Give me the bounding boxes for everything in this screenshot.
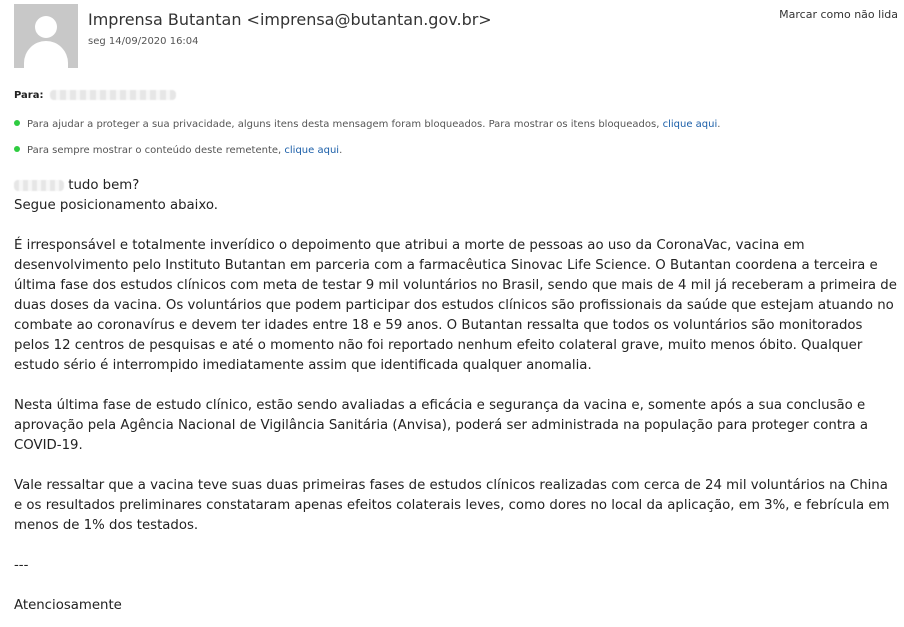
sent-date: seg 14/09/2020 16:04 [88,36,199,47]
body-paragraph: Vale ressaltar que a vacina teve suas duas primeiras fases de estudos clínicos realizadas com cerca de 24 mil voluntários na China e os resultados preliminares constataram apenas efeitos colaterais leves, como dores no local da aplicação, em 3%, e febrícula em menos de 1% dos testados. [14,478,890,533]
show-blocked-items-link[interactable]: clique aqui [662,119,718,130]
always-show-content-notice [14,145,342,156]
sender-name: Imprensa Butantan <imprensa@butantan.gov.br> [88,10,492,29]
body-paragraph: É irresponsável e totalmente inverídico o depoimento que atribui a morte de pessoas ao uso da CoronaVac, vacina em desenvolvimento pelo Instituto Butantan em parceria com a farmacêutica Sinovac Life Science. O Butantan coordena a terceira e última fase dos estudos clínicos com meta de testar 9 mil voluntários no Brasil, sendo que mais de 4 mil já receberam a primeira de duas doses da vacina. Os voluntários que podem participar dos estudos clínicos são profissionais da saúde que estejam atuando no combate ao coronavírus e devem ter idades entre 18 e 59 anos. O Butantan ressalta que todos os voluntários são monitorados pelos 12 centros de pesquisas e até o momento não foi reportado nenhum efeito colateral grave, muito menos óbito. Qualquer estudo sério é interrompido imediatamente assim que identificada qualquer anomalia. [14,238,897,373]
person-icon-body [24,41,68,68]
notice-text: Para sempre mostrar o conteúdo deste remetente, [27,145,282,156]
notice-suffix: . [717,119,721,130]
recipient-row [14,90,176,101]
email-header [14,4,898,70]
mark-as-unread-button[interactable]: Marcar como não lida [779,8,898,21]
notice-suffix: . [339,145,343,156]
person-icon-head [35,16,57,38]
info-dot-icon [14,146,20,152]
info-dot-icon [14,120,20,126]
to-label: Para: [14,90,44,101]
email-body [14,176,898,616]
always-show-content-link[interactable]: clique aqui [284,145,340,156]
blocked-items-notice [14,119,720,130]
body-paragraph: Nesta última fase de estudo clínico, estão sendo avaliadas a eficácia e segurança da vacina e, somente após a sua conclusão e aprovação pela Agência Nacional de Vigilância Sanitária (Anvisa), poderá ser administrada na população para proteger contra a COVID-19. [14,398,869,453]
notice-text: Para ajudar a proteger a sua privacidade, alguns itens desta mensagem foram bloqueados. Para mostrar os itens bloqueados, [27,119,660,130]
greeting-line [14,176,898,196]
sender-avatar [14,4,78,68]
separator-line: --- [14,558,29,573]
redacted-name [14,180,64,191]
closing-line: Atenciosamente [14,598,122,613]
intro-line: Segue posicionamento abaixo. [14,198,218,213]
redacted-recipient [50,90,176,100]
greeting-text: tudo bem? [68,178,140,193]
